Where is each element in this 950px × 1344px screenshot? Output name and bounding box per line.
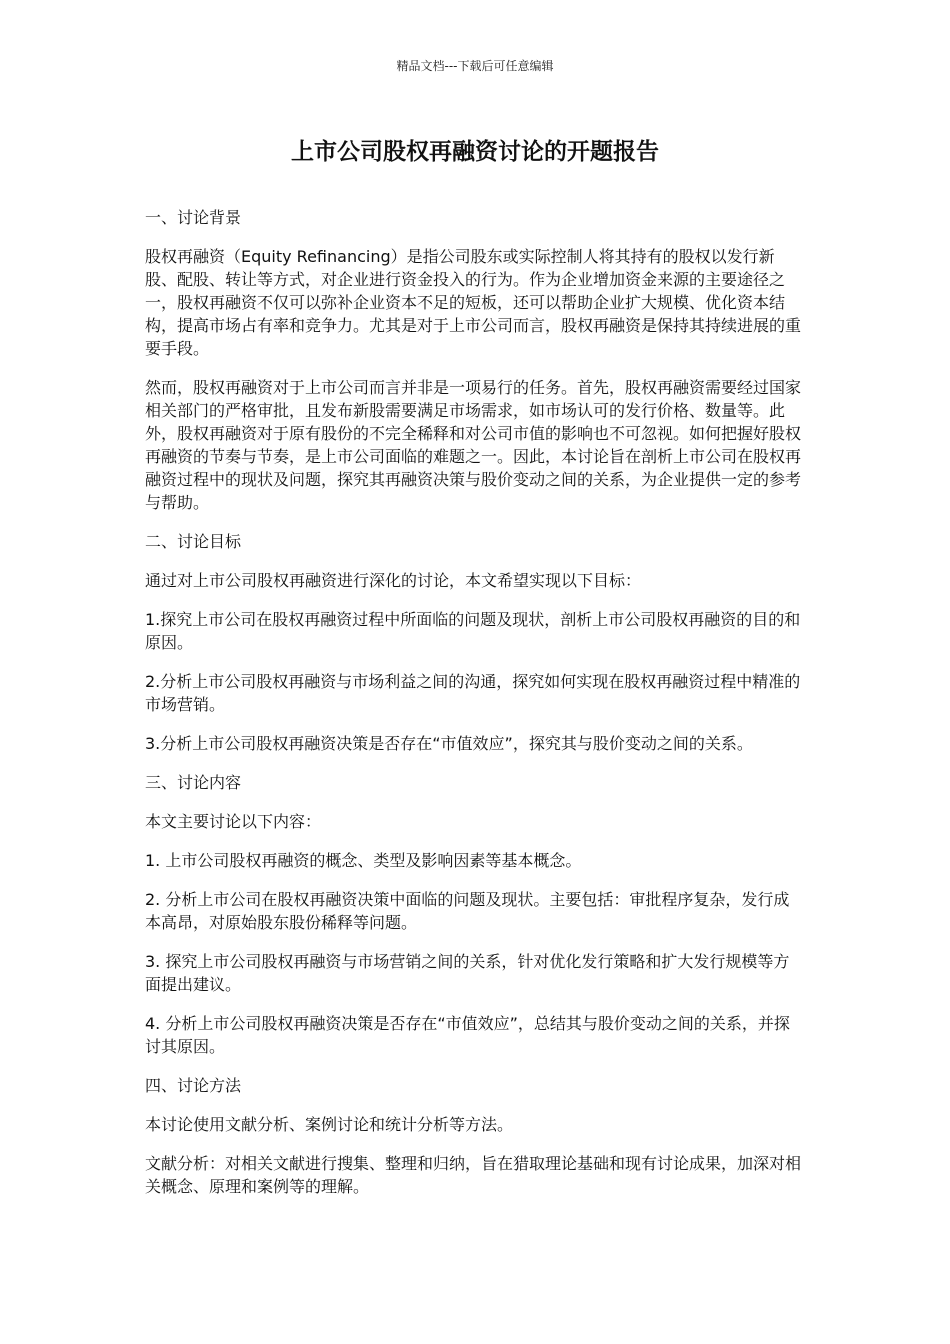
section-heading: 三、讨论内容 [145,773,242,792]
list-item: 2. 分析上市公司在股权再融资决策中面临的问题及现状。主要包括：审批程序复杂，发行成本高昂，对原始股东股份稀释等问题。 [145,890,790,932]
list-item: 1. 上市公司股权再融资的概念、类型及影响因素等基本概念。 [145,851,582,870]
section-content [145,771,805,1058]
paragraph: 本讨论使用文献分析、案例讨论和统计分析等方法。 [145,1115,514,1134]
paragraph: 本文主要讨论以下内容： [145,812,322,831]
section-heading: 二、讨论目标 [145,532,242,551]
list-item: 3.分析上市公司股权再融资决策是否存在“市值效应”，探究其与股价变动之间的关系。 [145,734,753,753]
list-item: 4. 分析上市公司股权再融资决策是否存在“市值效应”，总结其与股价变动之间的关系，并探讨其原因。 [145,1014,790,1056]
section-heading: 一、讨论背景 [145,208,242,227]
section-methods [145,1074,805,1198]
list-item: 3. 探究上市公司股权再融资与市场营销之间的关系，针对优化发行策略和扩大发行规模等方面提出建议。 [145,952,790,994]
paragraph: 然而，股权再融资对于上市公司而言并非是一项易行的任务。首先，股权再融资需要经过国家相关部门的严格审批，且发布新股需要满足市场需求，如市场认可的发行价格、数量等。此外，股权再融资对于原有股份的不完全稀释和对公司市值的影响也不可忽视。如何把握好股权再融资的节奏与节奏，是上市公司面临的难题之一。因此，本讨论旨在剖析上市公司在股权再融资过程中的现状及问题，探究其再融资决策与股价变动之间的关系，为企业提供一定的参考与帮助。 [145,378,802,512]
page-header: 精品文档---下载后可任意编辑 [396,59,554,73]
document-body [145,206,805,1214]
list-item: 2.分析上市公司股权再融资与市场利益之间的沟通，探究如何实现在股权再融资过程中精准的市场营销。 [145,672,801,714]
document-title: 上市公司股权再融资讨论的开题报告 [291,139,659,165]
paragraph: 股权再融资（Equity Refinancing）是指公司股东或实际控制人将其持有的股权以发行新股、配股、转让等方式，对企业进行资金投入的行为。作为企业增加资金来源的主要途径之一，股权再融资不仅可以弥补企业资本不足的短板，还可以帮助企业扩大规模、优化资本结构，提高市场占有率和竞争力。尤其是对于上市公司而言，股权再融资是保持其持续进展的重要手段。 [145,247,802,358]
section-background [145,206,805,514]
section-heading: 四、讨论方法 [145,1076,242,1095]
list-item: 1.探究上市公司在股权再融资过程中所面临的问题及现状，剖析上市公司股权再融资的目的和原因。 [145,610,801,652]
paragraph: 通过对上市公司股权再融资进行深化的讨论，本文希望实现以下目标： [145,571,642,590]
section-objectives [145,530,805,755]
paragraph: 文献分析：对相关文献进行搜集、整理和归纳，旨在猎取理论基础和现有讨论成果，加深对相关概念、原理和案例等的理解。 [145,1154,802,1196]
